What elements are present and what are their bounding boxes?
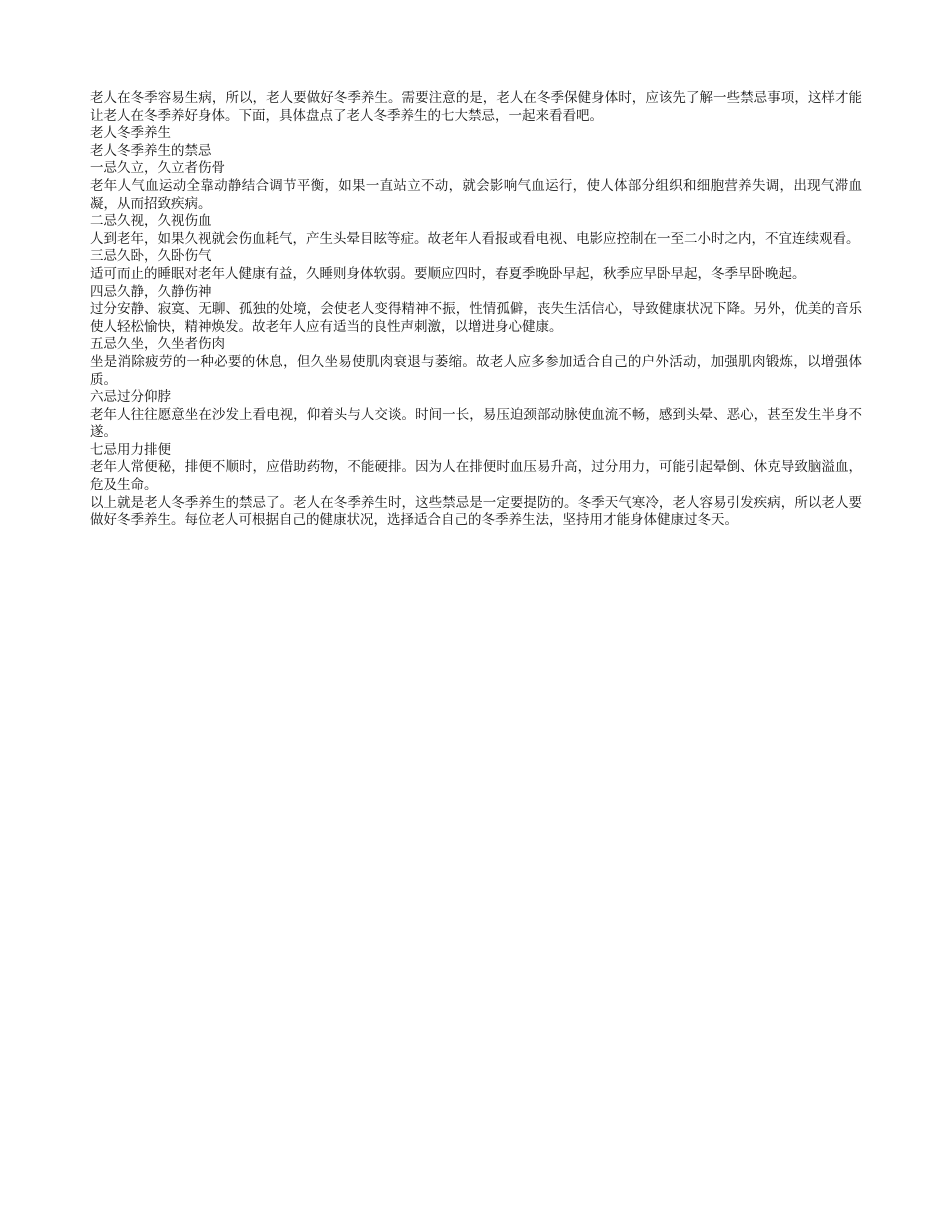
- section-heading: 四忌久静，久静伤神: [90, 283, 212, 300]
- section-heading: 三忌久卧，久卧伤气: [90, 248, 212, 265]
- conclusion-paragraph: 以上就是老人冬季养生的禁忌了。老人在冬季养生时，这些禁忌是一定要提防的。冬季天气寒冷，老人容易引发疾病，所以老人要做好冬季养生。每位老人可根据自己的健康状况，选择适合自己的冬季养生法，坚持用才能身体健康过冬天。: [90, 494, 862, 529]
- article-subtitle: 老人冬季养生的禁忌: [90, 142, 212, 159]
- section-body: 适可而止的睡眠对老年人健康有益，久睡则身体软弱。要顺应四时，春夏季晚卧早起，秋季应早卧早起，冬季早卧晚起。: [90, 265, 806, 282]
- section-heading: 一忌久立，久立者伤骨: [90, 160, 225, 177]
- section-heading: 二忌久视，久视伤血: [90, 213, 212, 230]
- section-heading: 七忌用力排便: [90, 441, 171, 458]
- section-heading: 五忌久坐，久坐者伤肉: [90, 336, 225, 353]
- section-body: 老年人常便秘，排便不顺时，应借助药物，不能硬排。因为人在排便时血压易升高，过分用力，可能引起晕倒、休克导致脑溢血，危及生命。: [90, 459, 862, 494]
- section-body: 坐是消除疲劳的一种必要的休息，但久坐易使肌肉衰退与萎缩。故老人应多参加适合自己的户外活动，加强肌肉锻炼，以增强体质。: [90, 353, 862, 388]
- intro-paragraph: 老人在冬季容易生病，所以，老人要做好冬季养生。需要注意的是，老人在冬季保健身体时，应该先了解一些禁忌事项，这样才能让老人在冬季养好身体。下面，具体盘点了老人冬季养生的七大禁忌，一起来看看吧。: [90, 90, 862, 124]
- section-body: 过分安静、寂寞、无聊、孤独的处境，会使老人变得精神不振，性情孤僻，丧失生活信心，导致健康状况下降。另外，优美的音乐使人轻松愉快，精神焕发。故老年人应有适当的良性声刺激，以增进身心健康。: [90, 301, 862, 335]
- article-body: [90, 90, 862, 530]
- section-body: 老年人气血运动全靠动静结合调节平衡，如果一直站立不动，就会影响气血运行，使人体部分组织和细胞营养失调，出现气滞血凝，从而招致疾病。: [90, 177, 862, 212]
- article-title: 老人冬季养生: [90, 125, 171, 142]
- section-body: 人到老年，如果久视就会伤血耗气，产生头晕目眩等症。故老年人看报或看电视、电影应控制在一至二小时之内，不宜连续观看。: [90, 230, 860, 247]
- section-heading: 六忌过分仰脖: [90, 389, 171, 406]
- section-body: 老年人往往愿意坐在沙发上看电视，仰着头与人交谈。时间一长，易压迫颈部动脉使血流不畅，感到头晕、恶心，甚至发生半身不遂。: [90, 406, 862, 441]
